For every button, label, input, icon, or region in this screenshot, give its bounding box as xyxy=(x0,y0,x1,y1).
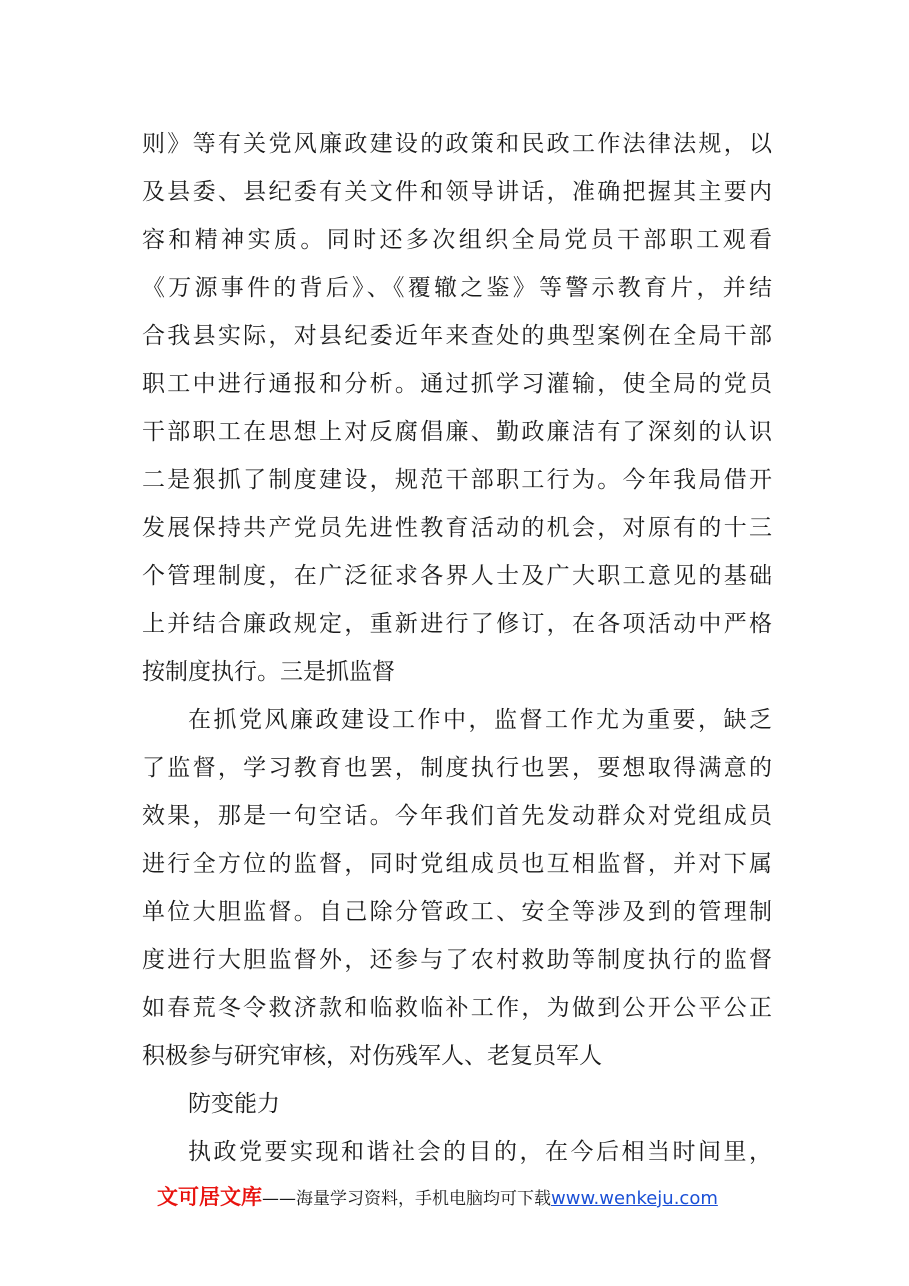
text-line: 合我县实际，对县纪委近年来查处的典型案例在全局干部 xyxy=(142,323,772,349)
text-line: 二是狠抓了制度建设，规范干部职工行为。今年我局借开 xyxy=(142,467,772,493)
text-line: 个管理制度，在广泛征求各界人士及广大职工意见的基础 xyxy=(142,563,772,589)
footer-tagline: ——海量学习资料，手机电脑均可下载 xyxy=(262,1189,551,1209)
section-heading: 防变能力 xyxy=(188,1091,280,1117)
text-line: 干部职工在思想上对反腐倡廉、勤政廉洁有了深刻的认识 xyxy=(142,419,772,445)
text-line: 如春荒冬令救济款和临救临补工作，为做到公开公平公正 xyxy=(142,995,772,1021)
text-line: 职工中进行通报和分析。通过抓学习灌输，使全局的党员 xyxy=(142,371,772,397)
text-line: 容和精神实质。同时还多次组织全局党员干部职工观看 xyxy=(142,227,772,253)
text-line: 了监督，学习教育也罢，制度执行也罢，要想取得满意的 xyxy=(142,755,772,781)
text-line: 则》等有关党风廉政建设的政策和民政工作法律法规，以 xyxy=(142,131,772,157)
text-line: 《万源事件的背后》、《覆辙之鉴》等警示教育片，并结 xyxy=(142,275,772,301)
website-link[interactable]: www.wenkeju.com xyxy=(551,1188,718,1209)
paragraph-first-line: 执政党要实现和谐社会的目的，在今后相当时间里， xyxy=(188,1139,772,1165)
brand-name: 文可居文库 xyxy=(157,1185,262,1209)
text-line: 上并结合廉政规定，重新进行了修订，在各项活动中严格 xyxy=(142,611,772,637)
text-line: 按制度执行。三是抓监督 xyxy=(142,659,395,685)
paragraph-first-line: 在抓党风廉政建设工作中，监督工作尤为重要，缺乏 xyxy=(188,707,772,733)
text-line: 发展保持共产党员先进性教育活动的机会，对原有的十三 xyxy=(142,515,772,541)
text-line: 进行全方位的监督，同时党组成员也互相监督，并对下属 xyxy=(142,851,772,877)
text-line: 效果，那是一句空话。今年我们首先发动群众对党组成员 xyxy=(142,803,772,829)
text-line: 积极参与研究审核，对伤残军人、老复员军人 xyxy=(142,1043,602,1069)
text-line: 单位大胆监督。自己除分管政工、安全等涉及到的管理制 xyxy=(142,899,772,925)
footer-banner xyxy=(157,1182,718,1212)
document-body xyxy=(142,120,772,1176)
text-line: 度进行大胆监督外，还参与了农村救助等制度执行的监督 xyxy=(142,947,772,973)
text-line: 及县委、县纪委有关文件和领导讲话，准确把握其主要内 xyxy=(142,179,772,205)
